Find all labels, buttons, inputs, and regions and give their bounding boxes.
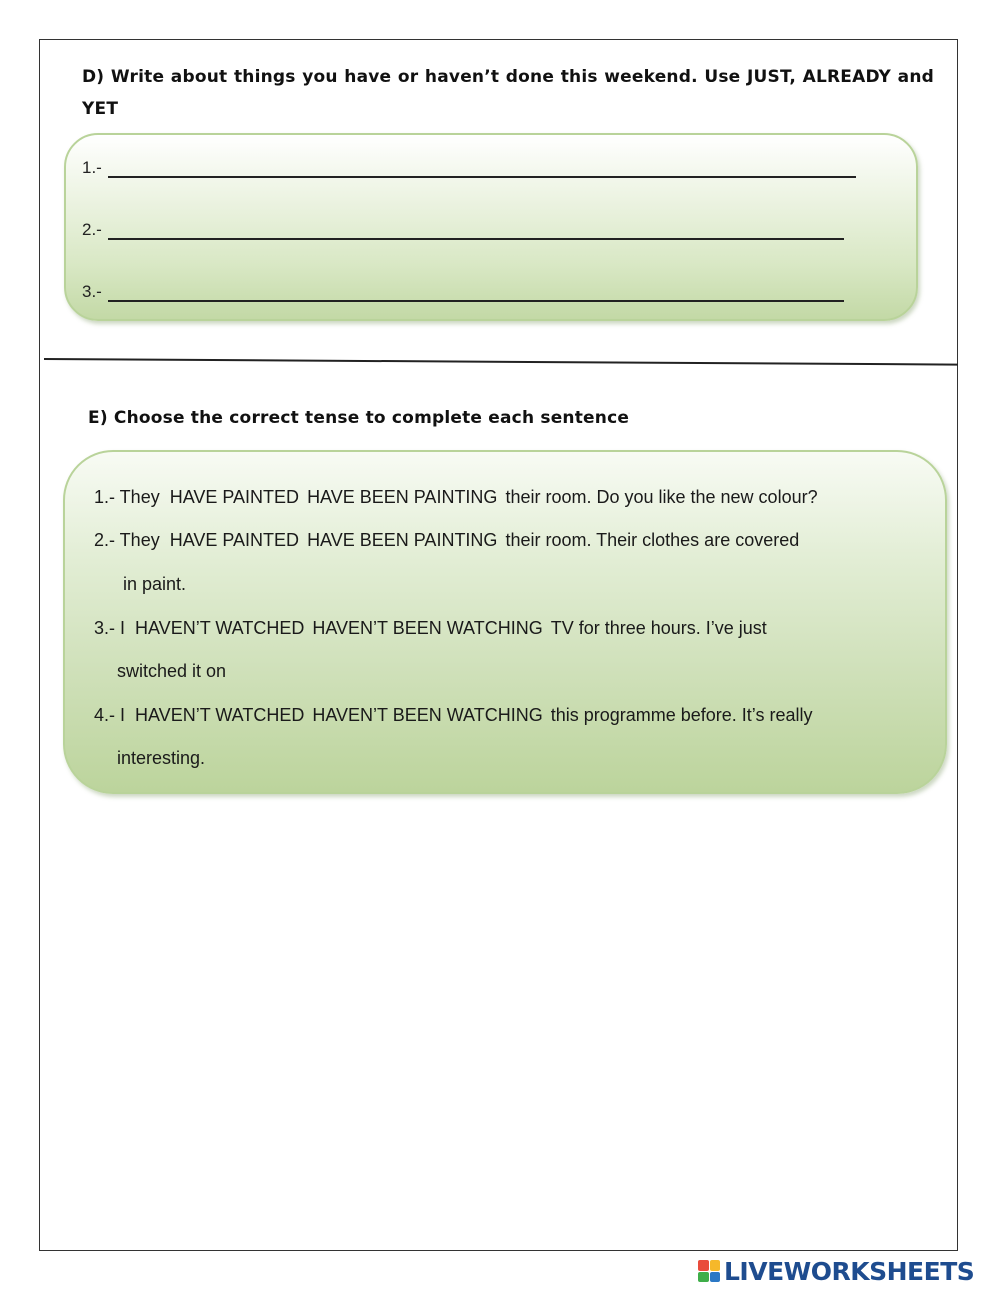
sentence-2 — [94, 528, 799, 552]
option-b[interactable]: HAVEN’T BEEN WATCHING — [312, 618, 543, 638]
answer-blank-1[interactable] — [108, 162, 856, 178]
answer-blank-2[interactable] — [108, 224, 844, 240]
sentence-3 — [94, 616, 767, 640]
section-e-heading: E) Choose the correct tense to complete each sentence — [88, 408, 630, 428]
sentence-number: 1.- They — [94, 487, 160, 507]
option-a[interactable]: HAVE PAINTED — [169, 487, 300, 507]
logo-square-blue — [710, 1272, 721, 1283]
answer-number: 2.- — [82, 220, 102, 239]
sentence-rest: their room. Their clothes are covered — [505, 530, 800, 550]
answer-line-2[interactable] — [82, 220, 844, 240]
sentence-number: 4.- I — [94, 705, 126, 725]
sentence-1 — [94, 485, 818, 509]
sentence-4-continuation: interesting. — [117, 748, 206, 768]
sentence-2-continuation: in paint. — [123, 574, 187, 594]
answer-line-1[interactable] — [82, 158, 856, 178]
sentence-rest: TV for three hours. I’ve just — [550, 618, 767, 638]
sentence-number: 3.- I — [94, 618, 126, 638]
sentence-rest: this programme before. It’s really — [550, 705, 813, 725]
sentence-4 — [94, 703, 813, 727]
section-d-heading: D) Write about things you have or haven’t done this weekend. Use JUST, ALREADY and YET — [82, 67, 934, 119]
option-b[interactable]: HAVE BEEN PAINTING — [307, 530, 498, 550]
option-a[interactable]: HAVEN’T WATCHED — [135, 705, 305, 725]
logo-square-yellow — [710, 1260, 721, 1271]
sentence-3-continuation: switched it on — [117, 661, 227, 681]
brand-wordmark: LIVEWORKSHEETS — [724, 1256, 975, 1286]
liveworksheets-brand[interactable] — [698, 1257, 974, 1285]
option-b[interactable]: HAVE BEEN PAINTING — [307, 487, 498, 507]
answer-line-3[interactable] — [82, 282, 844, 302]
liveworksheets-logo-icon — [698, 1260, 720, 1282]
answer-number: 1.- — [82, 158, 102, 177]
option-a[interactable]: HAVEN’T WATCHED — [135, 618, 305, 638]
sentence-number: 2.- They — [94, 530, 160, 550]
sentence-rest: their room. Do you like the new colour? — [505, 487, 818, 507]
logo-square-red — [698, 1260, 709, 1271]
option-b[interactable]: HAVEN’T BEEN WATCHING — [312, 705, 543, 725]
answer-number: 3.- — [82, 282, 102, 301]
answer-blank-3[interactable] — [108, 286, 844, 302]
option-a[interactable]: HAVE PAINTED — [169, 530, 300, 550]
logo-square-green — [698, 1272, 709, 1283]
